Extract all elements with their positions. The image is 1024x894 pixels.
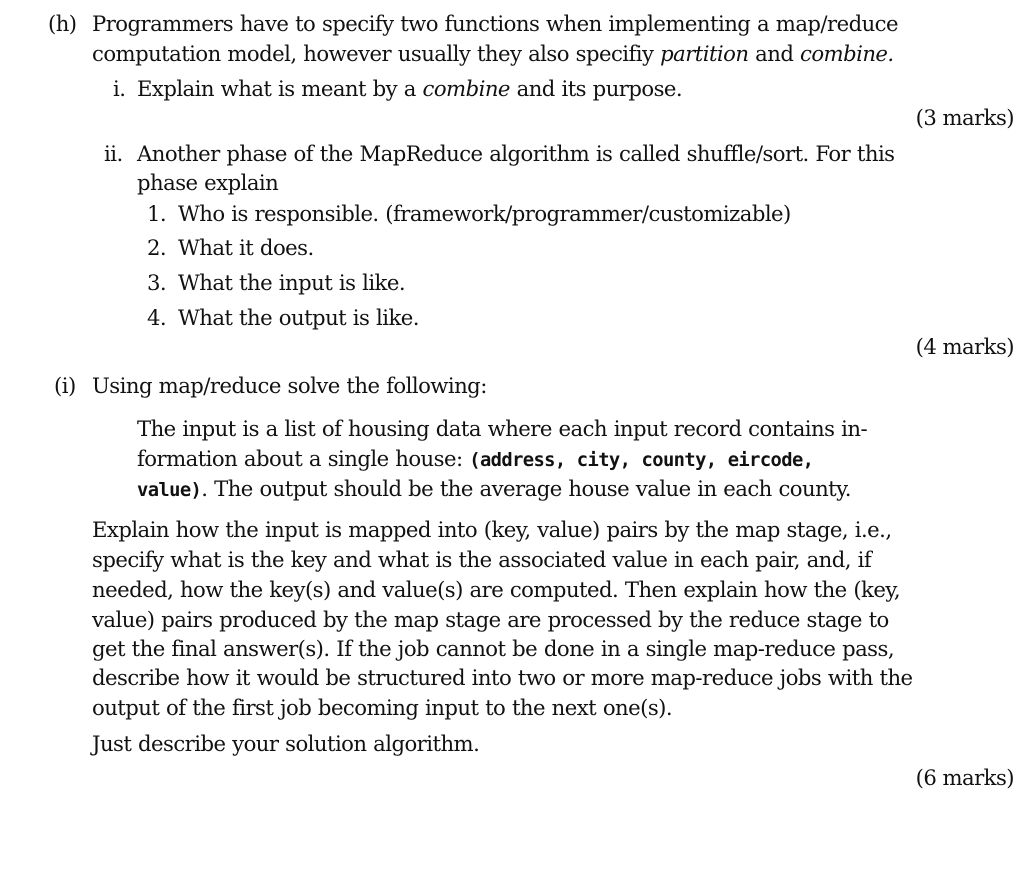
problem-line-3: [137, 476, 851, 504]
explain-line: needed, how the key(s) and value(s) are computed. Then explain how the (key,: [92, 577, 901, 602]
explain-line: Explain how the input is mapped into (key, value) pairs by the map stage, i.e.,: [92, 517, 892, 542]
part-h-line-2-text: computation model, however usually they also specifiy: [92, 41, 661, 66]
part-h-line-1: Programmers have to specify two functions when implementing a map/reduce: [92, 11, 898, 36]
sub-ii-line-2: phase explain: [137, 170, 279, 195]
marks-sub-i: (3 marks): [915, 105, 1014, 130]
sub-i-text-start: Explain what is meant by a: [137, 76, 423, 101]
explain-line: value) pairs produced by the map stage are processed by the reduce stage to: [92, 607, 889, 632]
problem-line-3-text: . The output should be the average house value in each county.: [201, 476, 851, 501]
list-item-number: 4.: [147, 305, 167, 330]
final-instruction: Just describe your solution algorithm.: [92, 731, 480, 756]
list-item: What the input is like.: [178, 270, 406, 295]
combine-term: combine.: [800, 41, 894, 66]
explain-line: get the final answer(s). If the job cannot be done in a single map-reduce pass,: [92, 636, 895, 661]
problem-line-2-text: formation about a single house:: [137, 446, 470, 471]
sub-ii-label: ii.: [104, 141, 123, 166]
sub-i-text: [137, 76, 682, 102]
problem-line-2: [137, 446, 813, 474]
sub-i-label: i.: [113, 76, 126, 101]
marks-part-i: (6 marks): [915, 765, 1014, 790]
record-format-code: (address, city, county, eircode,: [469, 450, 814, 471]
record-format-code-end: value): [137, 480, 202, 501]
part-h-line-2: [92, 41, 894, 67]
combine-term-2: combine: [422, 76, 510, 101]
sub-ii-line-1: Another phase of the MapReduce algorithm is called shuffle/sort. For this: [137, 141, 895, 166]
marks-sub-ii: (4 marks): [915, 334, 1014, 359]
list-item: What it does.: [178, 235, 314, 260]
part-i-label: (i): [54, 373, 76, 398]
sub-i-text-end: and its purpose.: [509, 76, 683, 101]
part-h-line-2-and: and: [748, 41, 801, 66]
list-item: What the output is like.: [178, 305, 419, 330]
list-item: Who is responsible. (framework/programmer/customizable): [178, 201, 791, 226]
part-h-label: (h): [48, 11, 77, 36]
explain-line: describe how it would be structured into two or more map-reduce jobs with the: [92, 665, 913, 690]
explain-line: specify what is the key and what is the associated value in each pair, and, if: [92, 547, 872, 572]
list-item-number: 2.: [147, 235, 167, 260]
list-item-number: 3.: [147, 270, 167, 295]
partition-term: partition: [660, 41, 749, 66]
explain-line: output of the first job becoming input to the next one(s).: [92, 695, 673, 720]
problem-line-1: The input is a list of housing data where each input record contains in-: [137, 416, 868, 441]
part-i-intro: Using map/reduce solve the following:: [92, 373, 487, 398]
list-item-number: 1.: [147, 201, 167, 226]
